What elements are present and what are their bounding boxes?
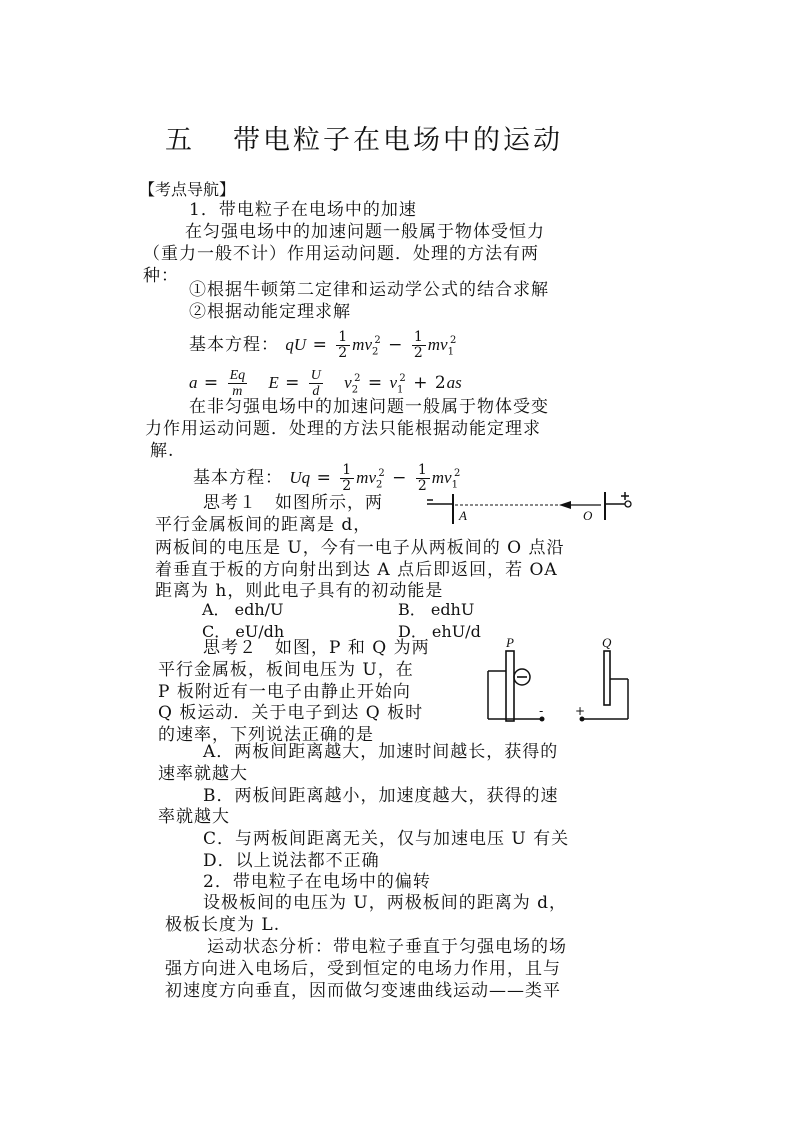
- q2-line5: 的速率，下列说法正确的是: [158, 725, 374, 745]
- title-number: 五: [165, 125, 195, 156]
- q2-option-c: C．与两板间距离无关，仅与加速电压 U 有关: [203, 829, 570, 849]
- s1-p1-line2: （重力一般不计）作用运动问题．处理的方法有两: [143, 244, 539, 264]
- q2-option-b-line1: B．两板间距离越小，加速度越大，获得的速: [203, 786, 559, 806]
- s1-p2-line2: 力作用运动问题．处理的方法只能根据动能定理求: [145, 419, 541, 439]
- s2-p1-line1: 设极板间的电压为 U，两极板间的距离为 d，: [203, 893, 568, 913]
- s1-p2-line1: 在非匀强电场中的加速问题一般属于物体受变: [189, 397, 549, 417]
- s1-p2-line3: 解.: [150, 441, 175, 461]
- equation-2-label: 基本方程：: [193, 468, 283, 488]
- q1-line5: 距离为 h，则此电子具有的初动能是: [155, 581, 444, 601]
- q2-line2: 平行金属板，板间电压为 U，在: [158, 660, 414, 680]
- s1-heading: 1．带电粒子在电场中的加速: [189, 200, 417, 220]
- q1-option-a: A． edh/U: [202, 600, 284, 619]
- fig2-label-p: P: [506, 635, 514, 650]
- s2-p2-line2: 强方向进入电场后，受到恒定的电场力作用，且与: [165, 959, 561, 979]
- section-header: 【考点导航】: [139, 180, 236, 199]
- q2-figure: [484, 635, 634, 725]
- q2-option-b-line2: 率就越大: [158, 807, 230, 827]
- method-2: ②根据动能定理求解: [189, 302, 351, 322]
- q2-line4: Q 板运动．关于电子到达 Q 板时: [158, 703, 424, 723]
- q1-option-d: D． ehU/d: [398, 622, 481, 641]
- fig1-label-a: A: [459, 508, 467, 523]
- q2-option-a-line2: 速率就越大: [158, 764, 248, 784]
- svg-text:+: +: [575, 704, 586, 718]
- q2-line3: P 板附近有一电子由静止开始向: [158, 682, 411, 702]
- method-1: ①根据牛顿第二定律和运动学公式的结合求解: [189, 280, 549, 300]
- q2-line1: 思考２ 如图，P 和 Q 为两: [203, 638, 430, 658]
- q2-option-a-line1: A．两板间距离越大，加速时间越长，获得的: [203, 742, 559, 762]
- equation-2: 基本方程： Uq = $\frac{1}{2}$ $mv_2^2$ − $\frac{1}{2}$ $mv_1^2$: [193, 462, 462, 494]
- s2-p2-line3: 初速度方向垂直，因而做匀变速曲线运动——类平: [165, 981, 561, 1001]
- equation-row-2: a = $\frac{Eq}{m}$ E = $\frac{U}{d}$ $v_2^2 = v_1^2 + 2as$: [189, 368, 462, 399]
- q1-line3: 两板间的电压是 U，今有一电子从两板间的 O 点沿: [155, 538, 565, 558]
- s2-heading: 2．带电粒子在电场中的偏转: [203, 872, 431, 892]
- q1-figure: [425, 490, 637, 526]
- q1-option-b: B． edhU: [398, 600, 475, 619]
- s2-p2-line1: 运动状态分析：带电粒子垂直于匀强电场的场: [207, 937, 567, 957]
- equation-1: 基本方程： qU = $\frac{1}{2}$ $mv_2^2$ − $\frac{1}{2}$ $mv_1^2$: [189, 329, 458, 361]
- page-title: [165, 118, 563, 157]
- q1-option-c: C． eU/dh: [202, 622, 285, 641]
- q1-line2: 平行金属板间的距离是 d，: [155, 515, 372, 535]
- fig2-label-q: Q: [602, 635, 612, 650]
- q1-line1: 思考１ 如图所示，两: [203, 493, 383, 513]
- s1-p1-line3: 种：: [143, 266, 179, 286]
- s2-p1-line2: 极板长度为 L.: [165, 915, 281, 935]
- fig1-label-o: O: [583, 508, 593, 523]
- svg-text:-: -: [539, 704, 544, 718]
- equation-1-label: 基本方程：: [189, 335, 279, 355]
- q1-line4: 着垂直于板的方向射出到达 A 点后即返回，若 OA: [155, 560, 558, 580]
- s1-p1-line1: 在匀强电场中的加速问题一般属于物体受恒力: [185, 222, 545, 242]
- q2-option-d: D．以上说法都不正确: [203, 851, 380, 871]
- title-text: 带电粒子在电场中的运动: [233, 125, 563, 156]
